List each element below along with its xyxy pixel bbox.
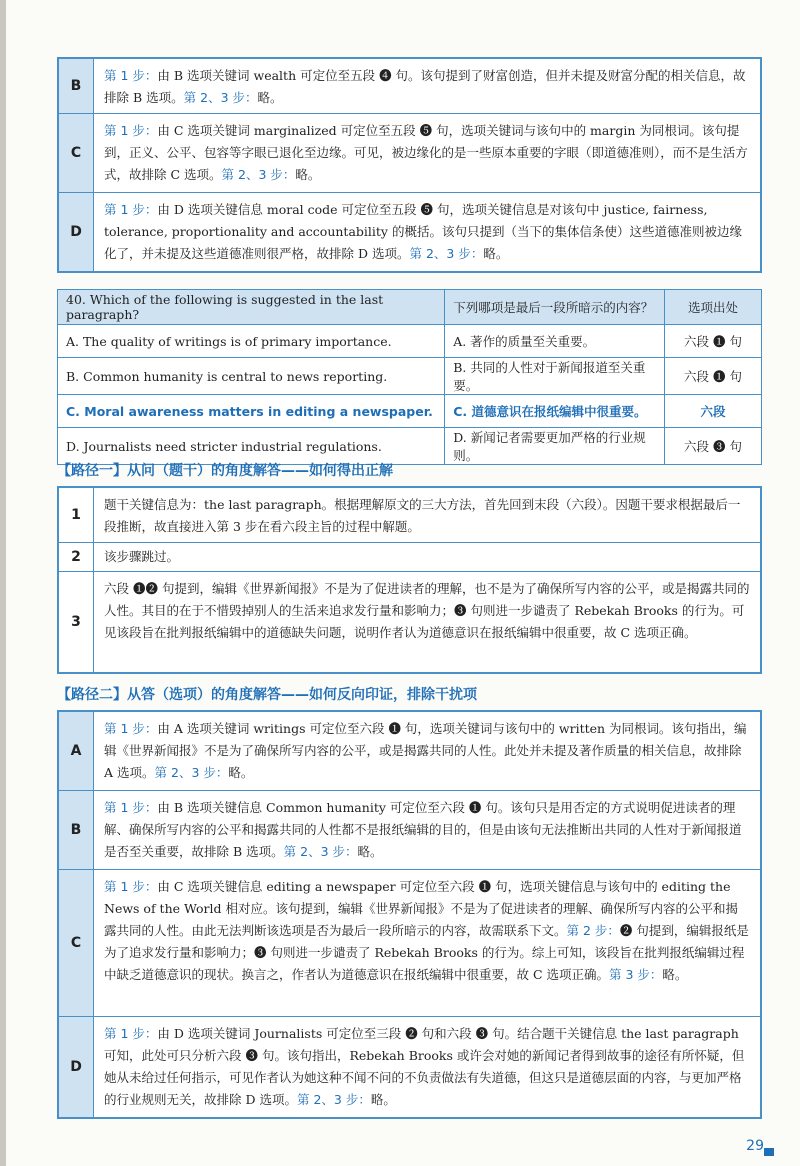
option-cn: B. 共同的人性对于新闻报道至关重要。 [445,358,665,395]
option-source: 六段 ❶ 句 [665,358,762,395]
row-tail: 略。 [357,844,383,859]
step1-label: 第 1 步： [104,68,158,83]
option-cn: C. 道德意识在报纸编辑中很重要。 [445,395,665,428]
step-text: 六段 ❶❷ 句提到，编辑《世界新闻报》不是为了促进读者的理解，也不是为了确保所写内容的公平，或是揭露共同的人性。其目的在于不惜毁掉别人的生活来追求发行量和影响力；❸ 句则进一步谴责了 Rebekah Brooks 的行为。可见该段旨在批判报纸编辑中的道德缺失问题，说明作者认为道德意识在报纸编辑中很重要，故 C 选项正确。 [104,581,750,640]
step2-label: 第 2 步： [566,923,620,938]
option-en: D. Journalists need stricter industrial regulations. [58,428,445,465]
option-en: B. Common humanity is central to news reporting. [58,358,445,395]
option-en: A. The quality of writings is of primary importance. [58,325,445,358]
row-label: C [59,114,94,192]
row-text: 由 D 选项关键信息 moral code 可定位至五段 ❺ 句，选项关键信息是对该句中 justice, fairness, tolerance, proportionality and accountability 的概括。该句只提到（当下的集体信条使）这些道德准则被边缘化了，并未提及这些道德准则很严格，故排除 D 选项。 [104,202,742,261]
question-stem: 40. Which of the following is suggested in the last paragraph? [58,290,445,325]
graduation-cap-icon [764,1148,774,1156]
step23-label: 第 2、3 步： [283,844,358,859]
option-cn: A. 著作的质量至关重要。 [445,325,665,358]
step23-label: 第 2、3 步： [221,167,296,182]
section1-box [57,57,762,273]
step23-label: 第 2、3 步： [154,765,229,780]
table-row-answer [58,395,762,428]
step23-label: 第 2、3 步： [183,90,258,105]
row-label: B [59,59,94,113]
page-number: 29 [746,1138,764,1154]
path2-row-d [59,1016,760,1117]
source-header: 选项出处 [665,290,762,325]
path2-row-c [59,869,760,1016]
row-text: 由 B 选项关键信息 Common humanity 可定位至六段 ❶ 句。该句只是用否定的方式说明促进读者的理解、确保所写内容的公平和揭露共同的人性都不是报纸编辑的目的，但是由该句无法推断出共同的人性对于新闻报道是否至关重要，故排除 B 选项。 [104,800,742,859]
row-text: 由 B 选项关键词 wealth 可定位至五段 ❹ 句。该句提到了财富创造，但并未提及财富分配的相关信息，故排除 B 选项。 [104,68,746,105]
row-label: D [59,193,94,271]
path1-box [57,486,762,674]
row-tail: 略。 [295,167,321,182]
section1-row-b [59,59,760,113]
step1-label: 第 1 步： [104,202,158,217]
option-source: 六段 ❶ 句 [665,325,762,358]
path2-box [57,710,762,1119]
step1-label: 第 1 步： [104,1026,158,1041]
path1-row-2 [59,542,760,571]
row-text: 由 C 选项关键信息 editing a newspaper 可定位至六段 ❶ 句，选项关键信息与该句中的 editing the News of the World 相对应。该句提到，编辑《世界新闻报》不是为了促进读者的理解、确保所写内容的公平和揭露共同的人性。由此无法判断该选项是否为最后一段所暗示的内容，故需联系下文。 [104,879,738,938]
path2-row-b [59,790,760,869]
step1-label: 第 1 步： [104,800,158,815]
row-text: 由 D 选项关键词 Journalists 可定位至三段 ❷ 句和六段 ❸ 句。结合题干关键信息 the last paragraph 可知，此处可只分析六段 ❸ 句。该句指出，Rebekah Brooks 或许会对她的新闻记者得到故事的途径有所怀疑，但她从未给过任何指示，可见作者认为她这种不闻不问的不负责做法有失道德，但这只是道德层面的内容，与更加严格的行业规则无关，故排除 D 选项。 [104,1026,745,1107]
option-en: C. Moral awareness matters in editing a newspaper. [58,395,445,428]
row-tail: 略。 [662,967,688,982]
row-text-2: ❷ 句提到，编辑报纸是为了追求发行量和影响力；❸ 句则进一步谴责了 Rebekah Brooks 的行为。综上可知，该段旨在批判报纸编辑过程中缺乏道德意识的现状。换言之，作者认为道德意识在报纸编辑中很重要，故 C 选项正确。 [104,923,749,982]
row-tail: 略。 [257,90,283,105]
step1-label: 第 1 步： [104,721,158,736]
option-source: 六段 [665,395,762,428]
path2-row-a [59,712,760,790]
row-text: 由 C 选项关键词 marginalized 可定位至五段 ❺ 句，选项关键词与该句中的 margin 为同根词。该句提到，正义、公平、包容等字眼已退化至边缘。可见，被边缘化的是一些原本重要的字眼（即道德准则），而不是生活方式，故排除 C 选项。 [104,123,748,182]
path1-row-3 [59,571,760,672]
step23-label: 第 2、3 步： [296,1092,371,1107]
question-table [57,289,762,465]
page-edge [0,0,6,1166]
row-tail: 略。 [228,765,254,780]
table-row [58,325,762,358]
row-label: D [59,1017,94,1117]
section1-row-c [59,113,760,192]
table-row [58,428,762,465]
path2-title: 【路径二】从答（选项）的角度解答——如何反向印证，排除干扰项 [57,687,477,703]
step-number: 2 [59,543,94,571]
question-stem-cn: 下列哪项是最后一段所暗示的内容？ [445,290,665,325]
step-text: 题干关键信息为：the last paragraph。根据理解原文的三大方法，首先回到末段（六段）。因题干要求根据最后一段推断，故直接进入第 3 步在看六段主旨的过程中解题。 [104,497,741,534]
step1-label: 第 1 步： [104,123,158,138]
table-header [58,290,762,325]
path1-title: 【路径一】从问（题干）的角度解答——如何得出正解 [57,463,393,479]
row-text: 由 A 选项关键词 writings 可定位至六段 ❶ 句，选项关键词与该句中的 written 为同根词。该句指出，编辑《世界新闻报》不是为了确保所写内容的公平，或是揭露共同的人性。此处并未提及著作质量的相关信息，故排除 A 选项。 [104,721,747,780]
step-text: 该步骤跳过。 [104,549,180,564]
table-row [58,358,762,395]
row-tail: 略。 [370,1092,396,1107]
step1-label: 第 1 步： [104,879,158,894]
row-label: A [59,712,94,790]
section1-row-d [59,192,760,271]
path1-row-1 [59,488,760,542]
step-number: 3 [59,572,94,672]
option-source: 六段 ❸ 句 [665,428,762,465]
row-label: B [59,791,94,869]
row-tail: 略。 [483,246,509,261]
row-label: C [59,870,94,1016]
option-cn: D. 新闻记者需要更加严格的行业规则。 [445,428,665,465]
step3-label: 第 3 步： [609,967,663,982]
step-number: 1 [59,488,94,542]
step23-label: 第 2、3 步： [409,246,484,261]
